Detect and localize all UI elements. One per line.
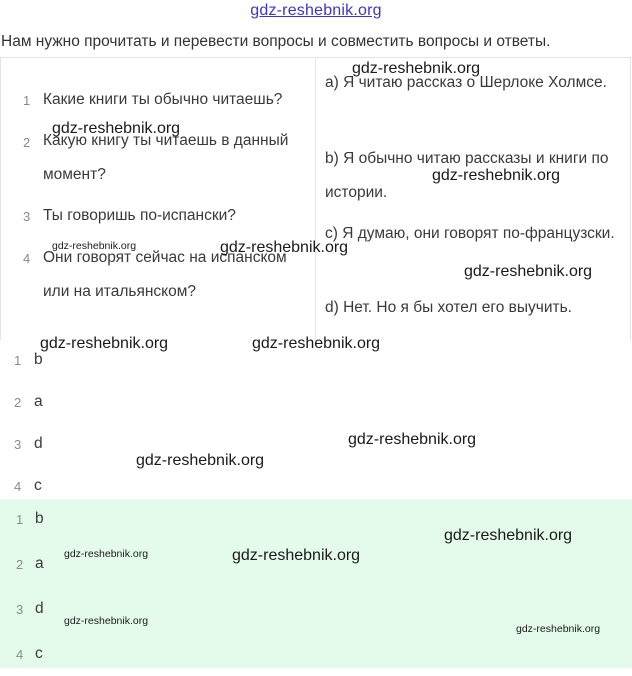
item-letter: d xyxy=(35,600,44,617)
item-number: 1 xyxy=(16,512,24,527)
list-item xyxy=(0,634,632,676)
item-letter: c xyxy=(35,645,43,662)
watermark: gdz-reshebnik.org xyxy=(40,335,169,352)
watermark: gdz-reshebnik.org xyxy=(64,615,149,627)
item-letter: b xyxy=(35,510,44,527)
answer-text: b) Я обычно читаю рассказы и книги по истории. xyxy=(325,150,609,201)
watermark: gdz-reshebnik.org xyxy=(232,547,361,564)
answer-text: d) Нет. Но я бы хотел его выучить. xyxy=(325,299,572,316)
question-number: 3 xyxy=(23,209,31,224)
item-letter: a xyxy=(34,393,43,410)
item-number: 3 xyxy=(16,602,24,617)
watermark: gdz-reshebnik.org xyxy=(464,263,593,280)
item-number: 2 xyxy=(16,557,24,572)
answer-text: a) Я читаю рассказ о Шерлоке Холмсе. xyxy=(325,74,607,91)
result-list-highlighted xyxy=(0,499,632,668)
item-letter: a xyxy=(35,555,44,572)
watermark: gdz-reshebnik.org xyxy=(220,239,349,256)
question-number: 4 xyxy=(23,251,31,266)
site-header-link[interactable]: gdz-reshebnik.org xyxy=(250,2,382,19)
watermark: gdz-reshebnik.org xyxy=(52,120,181,137)
watermark: gdz-reshebnik.org xyxy=(444,527,573,544)
item-number: 2 xyxy=(14,395,22,410)
item-number: 1 xyxy=(14,353,22,368)
question-text: Какие книги ты обычно читаешь? xyxy=(43,91,283,108)
watermark: gdz-reshebnik.org xyxy=(348,431,477,448)
question-number: 2 xyxy=(23,135,31,150)
question-number: 1 xyxy=(23,93,31,108)
watermark: gdz-reshebnik.org xyxy=(252,335,381,352)
watermark: gdz-reshebnik.org xyxy=(64,548,149,560)
item-letter: d xyxy=(34,435,43,452)
item-number: 3 xyxy=(14,437,22,452)
question-text: Ты говоришь по-испански? xyxy=(43,207,236,224)
qa-table xyxy=(0,57,631,340)
list-item xyxy=(0,382,632,424)
question-text: Какую книгу ты читаешь в данный момент? xyxy=(43,132,289,183)
item-number: 4 xyxy=(14,479,22,494)
item-letter: b xyxy=(34,351,43,368)
item-letter: c xyxy=(34,477,42,494)
item-number: 4 xyxy=(16,647,24,662)
watermark: gdz-reshebnik.org xyxy=(516,623,601,635)
watermark: gdz-reshebnik.org xyxy=(432,167,561,184)
watermark: gdz-reshebnik.org xyxy=(136,452,265,469)
question-text: Они говорят сейчас на испанском или на итальянском? xyxy=(43,249,287,300)
task-instruction: Нам нужно прочитать и перевести вопросы и совместить вопросы и ответы. xyxy=(1,33,551,50)
watermark: gdz-reshebnik.org xyxy=(52,240,137,252)
answer-text: c) Я думаю, они говорят по-французски. xyxy=(325,225,615,242)
watermark: gdz-reshebnik.org xyxy=(352,60,481,77)
column-divider xyxy=(315,58,316,341)
list-item xyxy=(0,424,632,466)
